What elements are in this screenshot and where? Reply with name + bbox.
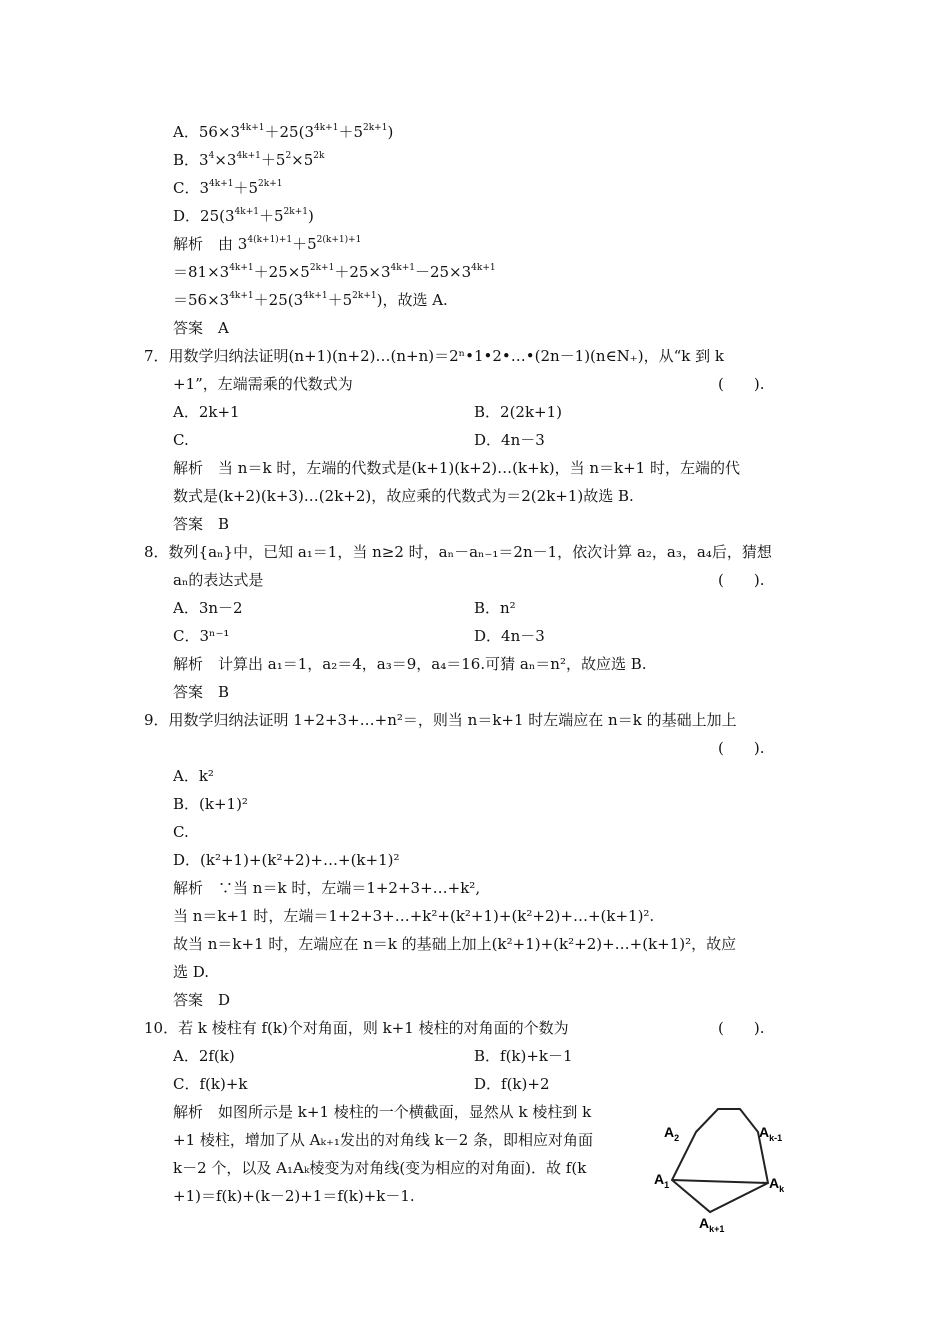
q6-solution-line-3: $=56\times 3^{4k+1}+25(3^{4k+1}+5^{2k+1})$，故选 A. [173, 291, 448, 309]
prism-cross-section-figure [650, 1095, 800, 1240]
q6-solution-line-1: 解析 由 $3^{4(k+1)+1}+5^{2(k+1)+1}$ [173, 235, 362, 253]
q8-stem-line-1: 8．数列{aₙ}中，已知 a₁＝1，当 n≥2 时，aₙ－aₙ₋₁＝2n－1，依次计算 a₂，a₃，a₄后，猜想 [144, 543, 772, 561]
q7-option-c: C. [173, 431, 189, 449]
q8-option-b: B．n² [474, 599, 516, 617]
label-a2: $A_2$ [664, 1124, 680, 1143]
q8-solution-line-1: 解析 计算出 a₁＝1，a₂＝4，a₃＝9，a₄＝16.可猜 aₙ＝n²，故应选 B. [173, 655, 647, 673]
label-a1: $A_1$ [654, 1171, 670, 1190]
q10-solution-line-3: k－2 个，以及 A₁Aₖ棱变为对角线(变为相应的对角面)．故 f(k [173, 1159, 587, 1177]
q7-solution-line-1: 解析 当 n＝k 时，左端的代数式是(k+1)(k+2)…(k+k)，当 n＝k+1 时，左端的代 [173, 459, 740, 477]
q8-answer-paren: ( ). [718, 571, 765, 589]
q8-stem-line-2: aₙ的表达式是 [173, 571, 264, 589]
q9-answer: 答案 D [173, 991, 231, 1009]
q10-option-c: C．f(k)+k [173, 1075, 248, 1093]
q6-solution-line-2: $=81\times 3^{4k+1}+25\times 5^{2k+1}+25\times 3^{4k+1}-25\times 3^{4k+1}$ [173, 263, 496, 281]
q10-option-a: A．2f(k) [173, 1047, 235, 1065]
q7-option-d: D．4n－3 [474, 431, 545, 449]
q8-answer: 答案 B [173, 683, 230, 701]
q10-solution-line-2: +1 棱柱，增加了从 Aₖ₊₁发出的对角线 k－2 条，即相应对角面 [173, 1131, 594, 1149]
q10-solution-line-1: 解析 如图所示是 k+1 棱柱的一个横截面，显然从 k 棱柱到 k [173, 1103, 592, 1121]
q9-option-d: D．(k²+1)+(k²+2)+…+(k+1)² [173, 851, 400, 869]
label-ak-minus-1: $A_{k-1}$ [759, 1124, 783, 1143]
q8-option-a: A．3n－2 [173, 599, 243, 617]
q9-option-c: C. [173, 823, 189, 841]
q7-answer-paren: ( ). [718, 375, 765, 393]
q6-option-b: B．$3^4\times 3^{4k+1}+5^2\times 5^{2k}$ [173, 151, 325, 169]
q9-option-a: A．k² [173, 767, 214, 785]
q8-option-c: C．3ⁿ⁻¹ [173, 627, 230, 645]
q9-solution-line-1: 解析 ∵当 n＝k 时，左端＝1+2+3+…+k², [173, 879, 481, 897]
q6-answer: 答案 A [173, 319, 229, 337]
q9-solution-line-3: 故当 n＝k+1 时，左端应在 n＝k 的基础上加上(k²+1)+(k²+2)+…+(k+1)²，故应 [173, 935, 737, 953]
q9-option-b: B．(k+1)² [173, 795, 248, 813]
q8-option-d: D．4n－3 [474, 627, 545, 645]
q10-answer-paren: ( ). [718, 1019, 765, 1037]
q7-option-a: A．2k+1 [173, 403, 240, 421]
q9-answer-paren: ( ). [718, 739, 765, 757]
q9-solution-line-2: 当 n＝k+1 时，左端＝1+2+3+…+k²+(k²+1)+(k²+2)+…+(k+1)². [173, 907, 655, 925]
q9-stem-line-1: 9．用数学归纳法证明 1+2+3+…+n²＝，则当 n＝k+1 时左端应在 n＝k 的基础上加上 [144, 711, 737, 729]
q10-option-d: D．f(k)+2 [474, 1075, 550, 1093]
label-ak-plus-1: $A_{k+1}$ [699, 1215, 725, 1234]
diagonal-a1-ak [672, 1180, 768, 1183]
polygon-outline [672, 1109, 768, 1212]
q10-stem-line-1: 10．若 k 棱柱有 f(k)个对角面，则 k+1 棱柱的对角面的个数为 [144, 1019, 569, 1037]
q7-option-b: B．2(2k+1) [474, 403, 563, 421]
q10-option-b: B．f(k)+k－1 [474, 1047, 573, 1065]
q7-stem-line-1: 7．用数学归纳法证明(n+1)(n+2)…(n+n)＝2ⁿ•1•2•…•(2n－1)(n∈N₊)，从“k 到 k [144, 347, 724, 365]
q10-solution-line-4: +1)＝f(k)+(k－2)+1＝f(k)+k－1. [173, 1187, 415, 1205]
q7-answer: 答案 B [173, 515, 230, 533]
q6-option-d: D．$25(3^{4k+1}+5^{2k+1})$ [173, 207, 314, 225]
q9-solution-line-4: 选 D. [173, 963, 210, 981]
q7-solution-line-2: 数式是(k+2)(k+3)…(2k+2)，故应乘的代数式为＝2(2k+1)故选 B. [173, 487, 634, 505]
q6-option-a: A．$56\times 3^{4k+1}+25(3^{4k+1}+5^{2k+1})$ [173, 123, 394, 141]
q7-stem-line-2: +1”，左端需乘的代数式为 [173, 375, 353, 393]
label-ak: $A_k$ [769, 1175, 785, 1194]
q6-option-c: C．$3^{4k+1}+5^{2k+1}$ [173, 179, 283, 197]
